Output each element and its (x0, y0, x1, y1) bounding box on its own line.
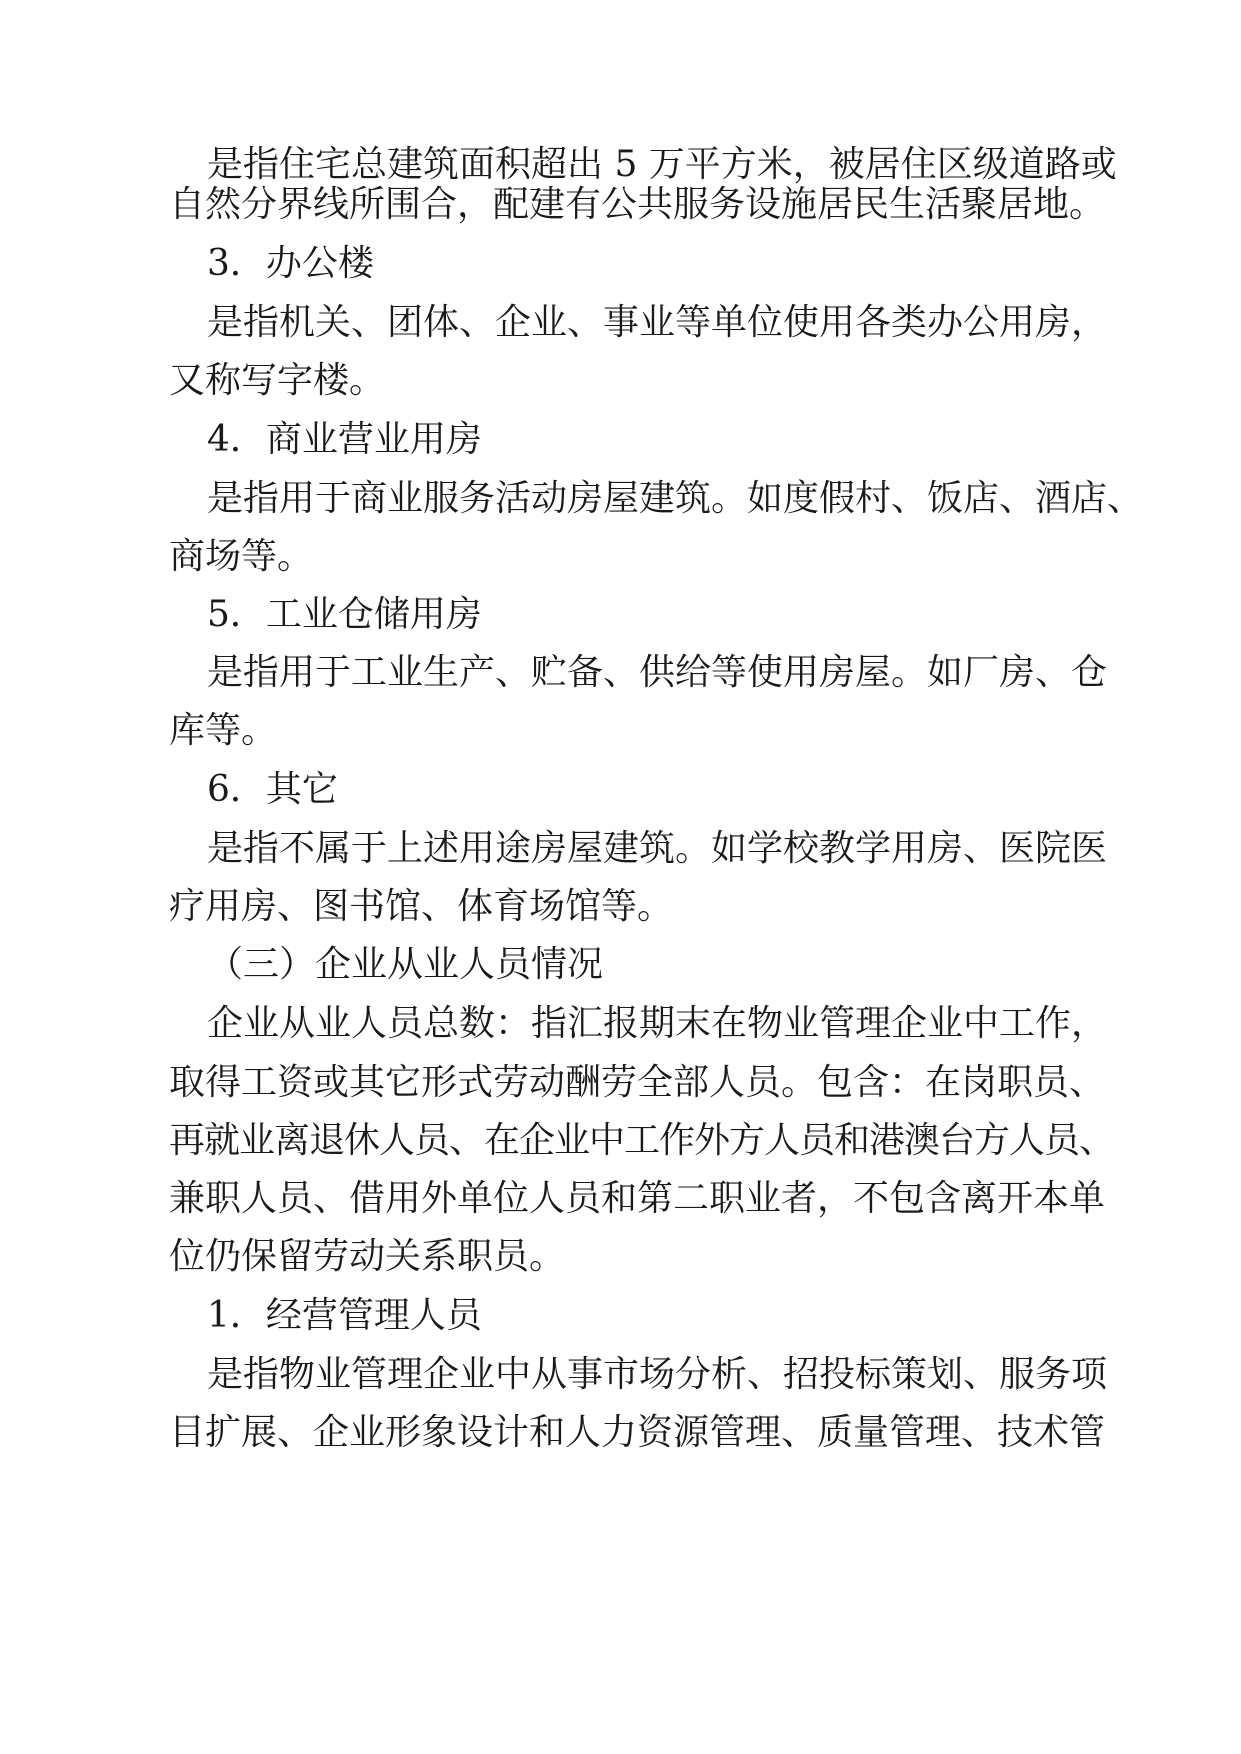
paragraph-line: 是指用于商业服务活动房屋建筑。如度假村、饭店、酒店、 (207, 478, 1144, 519)
paragraph-line: 再就业离退休人员、在企业中工作外方人员和港澳台方人员、 (169, 1120, 1115, 1161)
paragraph-line: 疗用房、图书馆、体育场馆等。 (169, 886, 674, 927)
paragraph-line: 商场等。 (169, 536, 314, 577)
paragraph-line: 兼职人员、借用外单位人员和第二职业者，不包含离开本单 (169, 1178, 1106, 1219)
paragraph-line: 自然分界线所围合，配建有公共服务设施居民生活聚居地。 (169, 184, 1106, 225)
paragraph-line: 是指用于工业生产、贮备、供给等使用房屋。如厂房、仓 (207, 652, 1108, 693)
section-heading: 4．商业营业用房 (207, 419, 482, 460)
paragraph-line: 又称写字楼。 (169, 360, 386, 401)
paragraph-line: 是指不属于上述用途房屋建筑。如学校教学用房、医院医 (207, 828, 1108, 869)
paragraph-line: 是指住宅总建筑面积超出 5 万平方米，被居住区级道路或 (207, 144, 1117, 185)
paragraph-line: 目扩展、企业形象设计和人力资源管理、质量管理、技术管 (169, 1412, 1106, 1453)
paragraph-line: 位仍保留劳动关系职员。 (169, 1236, 566, 1277)
paragraph-line: 是指机关、团体、企业、事业等单位使用各类办公用房， (207, 302, 1108, 343)
section-heading: 3．办公楼 (207, 243, 374, 284)
section-heading: 6．其它 (207, 769, 338, 810)
paragraph-line: 库等。 (169, 710, 278, 751)
paragraph-line: 企业从业人员总数：指汇报期末在物业管理企业中工作， (207, 1003, 1108, 1044)
section-heading: 5．工业仓储用房 (207, 594, 482, 635)
section-heading: （三）企业从业人员情况 (207, 944, 604, 985)
paragraph-line: 是指物业管理企业中从事市场分析、招投标策划、服务项 (207, 1354, 1108, 1395)
paragraph-line: 取得工资或其它形式劳动酬劳全部人员。包含：在岗职员、 (169, 1062, 1106, 1103)
section-heading: 1．经营管理人员 (207, 1295, 482, 1336)
